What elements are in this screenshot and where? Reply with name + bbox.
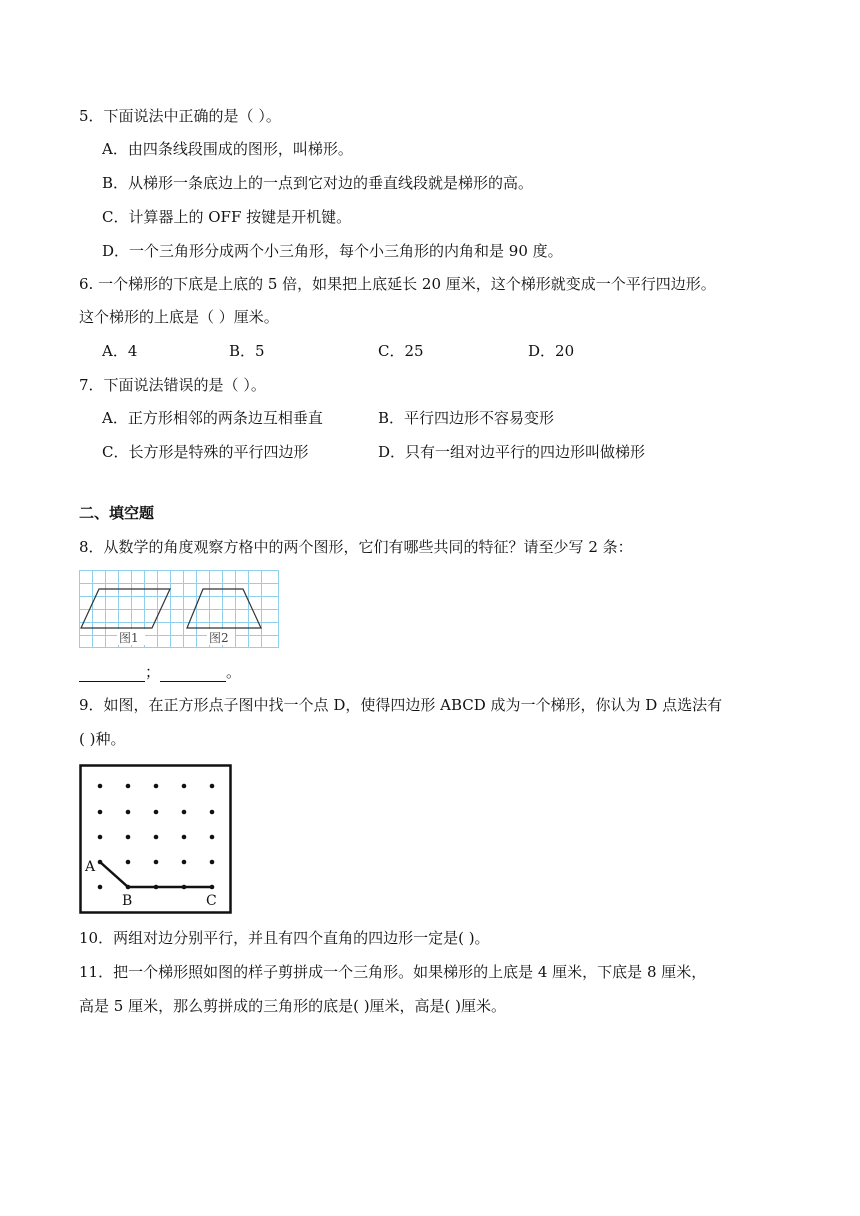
figure-label-1: 图1 [119, 631, 139, 645]
q10-stem: 10．两组对边分别平行，并且有四个直角的四边形一定是( )。 [79, 929, 490, 947]
grid-lines [79, 570, 279, 648]
q6-stem-line2: 这个梯形的上底是（ ）厘米。 [79, 308, 279, 326]
q9-dot-grid-figure [79, 764, 233, 914]
q5-option-b: B．从梯形一条底边上的一点到它对边的垂直线段就是梯形的高。 [102, 174, 534, 192]
q5-option-d: D．一个三角形分成两个小三角形，每个小三角形的内角和是 90 度。 [102, 242, 563, 260]
point-label-b: B [122, 893, 133, 909]
q11-stem-line2: 高是 5 厘米，那么剪拼成的三角形的底是( )厘米，高是( )厘米。 [79, 997, 507, 1015]
q7-option-a: A．正方形相邻的两条边互相垂直 [102, 409, 323, 427]
point-label-c: C [206, 893, 217, 909]
q8-answer-blank-2[interactable] [160, 667, 226, 682]
q8-grid-figure [79, 570, 281, 648]
q8-answer-end: 。 [226, 663, 242, 681]
q9-stem-line1: 9．如图，在正方形点子图中找一个点 D，使得四边形 ABCD 成为一个梯形，你认为 D 点选法有 [79, 696, 723, 714]
q8-stem: 8．从数学的角度观察方格中的两个图形，它们有哪些共同的特征？请至少写 2 条： [79, 538, 633, 556]
q5-option-a: A．由四条线段围成的图形，叫梯形。 [102, 140, 353, 158]
segment-abc [100, 862, 212, 887]
section-title: 二、填空题 [79, 504, 155, 522]
q8-answer-blank-1[interactable] [79, 667, 145, 682]
q6-option-c: C．25 [378, 342, 424, 360]
q9-stem-line2: ( )种。 [79, 730, 126, 748]
q6-option-b: B．5 [229, 342, 265, 360]
q11-stem-line1: 11．把一个梯形照如图的样子剪拼成一个三角形。如果梯形的上底是 4 厘米，下底是 8 厘米， [79, 963, 707, 981]
dot-grid-dots [98, 784, 215, 890]
q5-stem: 5．下面说法中正确的是（ ）。 [79, 107, 281, 125]
q7-option-c: C．长方形是特殊的平行四边形 [102, 443, 309, 461]
q6-stem-line1: 6. 一个梯形的下底是上底的 5 倍，如果把上底延长 20 厘米，这个梯形就变成一个平行四边形。 [79, 275, 716, 293]
q7-option-b: B．平行四边形不容易变形 [378, 409, 555, 427]
q8-answer-line [79, 662, 241, 682]
figure-label-2: 图2 [209, 631, 229, 645]
q7-stem: 7．下面说法错误的是（ ）。 [79, 376, 266, 394]
point-label-a: A [85, 859, 96, 875]
q6-option-a: A．4 [102, 342, 138, 360]
q5-option-c: C．计算器上的 OFF 按键是开机键。 [102, 208, 352, 226]
q6-option-d: D．20 [528, 342, 575, 360]
q8-answer-separator: ； [145, 663, 161, 681]
q7-option-d: D．只有一组对边平行的四边形叫做梯形 [378, 443, 646, 461]
